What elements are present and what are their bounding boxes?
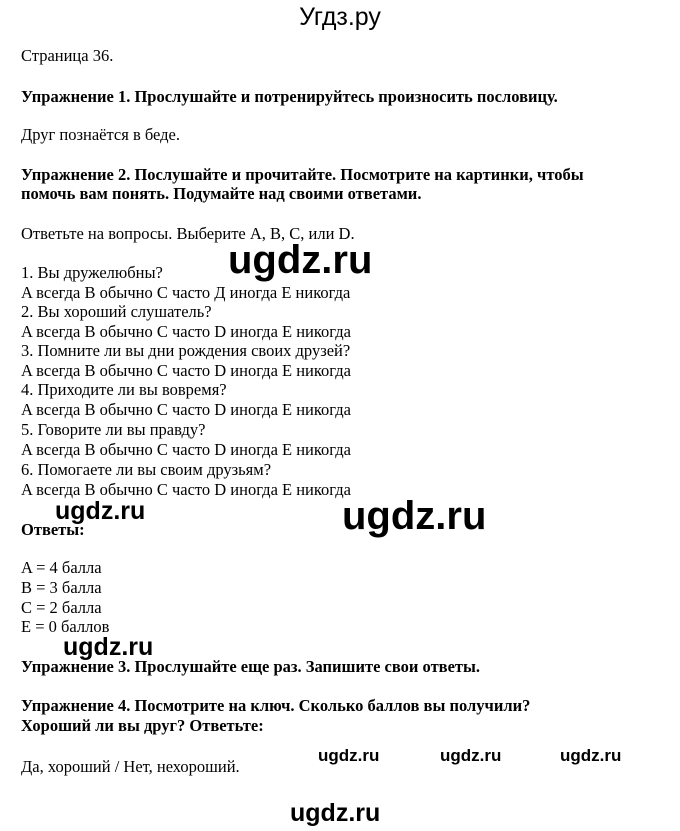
question-4: 4. Приходите ли вы вовремя? bbox=[21, 380, 227, 399]
exercise2-heading-line2: помочь вам понять. Подумайте над своими ответами. bbox=[21, 184, 422, 203]
options-5: A всегда B обычно C часто D иногда E никогда bbox=[21, 440, 351, 459]
score-e: E = 0 баллов bbox=[21, 617, 110, 636]
watermark: ugdz.ru bbox=[290, 799, 381, 827]
watermark: ugdz.ru bbox=[63, 633, 154, 661]
site-title: Угдз.ру bbox=[299, 3, 381, 31]
score-a: A = 4 балла bbox=[21, 558, 102, 577]
options-6: A всегда B обычно C часто D иногда E никогда bbox=[21, 480, 351, 499]
watermark: ugdz.ru bbox=[318, 746, 380, 765]
exercise4-heading-line2: Хороший ли вы друг? Ответьте: bbox=[21, 716, 264, 735]
watermark: ugdz.ru bbox=[440, 746, 502, 765]
question-3: 3. Помните ли вы дни рождения своих друзей? bbox=[21, 341, 351, 360]
watermark: ugdz.ru bbox=[342, 494, 487, 538]
exercise2-instruction: Ответьте на вопросы. Выберите A, B, C, или D. bbox=[21, 224, 355, 243]
exercise4-heading-line1: Упражнение 4. Посмотрите на ключ. Сколько баллов вы получили? bbox=[21, 696, 531, 715]
question-5: 5. Говорите ли вы правду? bbox=[21, 420, 206, 439]
question-2: 2. Вы хороший слушатель? bbox=[21, 302, 212, 321]
score-b: B = 3 балла bbox=[21, 578, 102, 597]
options-4: A всегда B обычно C часто D иногда E никогда bbox=[21, 400, 351, 419]
exercise1-proverb: Друг познаётся в беде. bbox=[21, 125, 180, 144]
watermark: ugdz.ru bbox=[228, 238, 373, 282]
exercise3-heading: Упражнение 3. Прослушайте еще раз. Запишите свои ответы. bbox=[21, 657, 481, 676]
watermark: ugdz.ru bbox=[55, 497, 146, 525]
page-label: Страница 36. bbox=[21, 46, 114, 65]
watermark: ugdz.ru bbox=[560, 746, 622, 765]
exercise2-heading-line1: Упражнение 2. Послушайте и прочитайте. Посмотрите на картинки, чтобы bbox=[21, 165, 584, 184]
exercise1-heading: Упражнение 1. Прослушайте и потренируйтесь произносить пословицу. bbox=[21, 87, 558, 106]
exercise4-answer: Да, хороший / Нет, нехороший. bbox=[21, 757, 240, 776]
question-6: 6. Помогаете ли вы своим друзьям? bbox=[21, 460, 272, 479]
question-1: 1. Вы дружелюбны? bbox=[21, 263, 163, 282]
score-c: C = 2 балла bbox=[21, 598, 102, 617]
options-2: A всегда B обычно C часто D иногда E никогда bbox=[21, 322, 351, 341]
options-3: A всегда B обычно C часто D иногда E никогда bbox=[21, 361, 351, 380]
answers-heading: Ответы: bbox=[21, 520, 85, 539]
options-1: A всегда B обычно C часто Д иногда E никогда bbox=[21, 283, 351, 302]
